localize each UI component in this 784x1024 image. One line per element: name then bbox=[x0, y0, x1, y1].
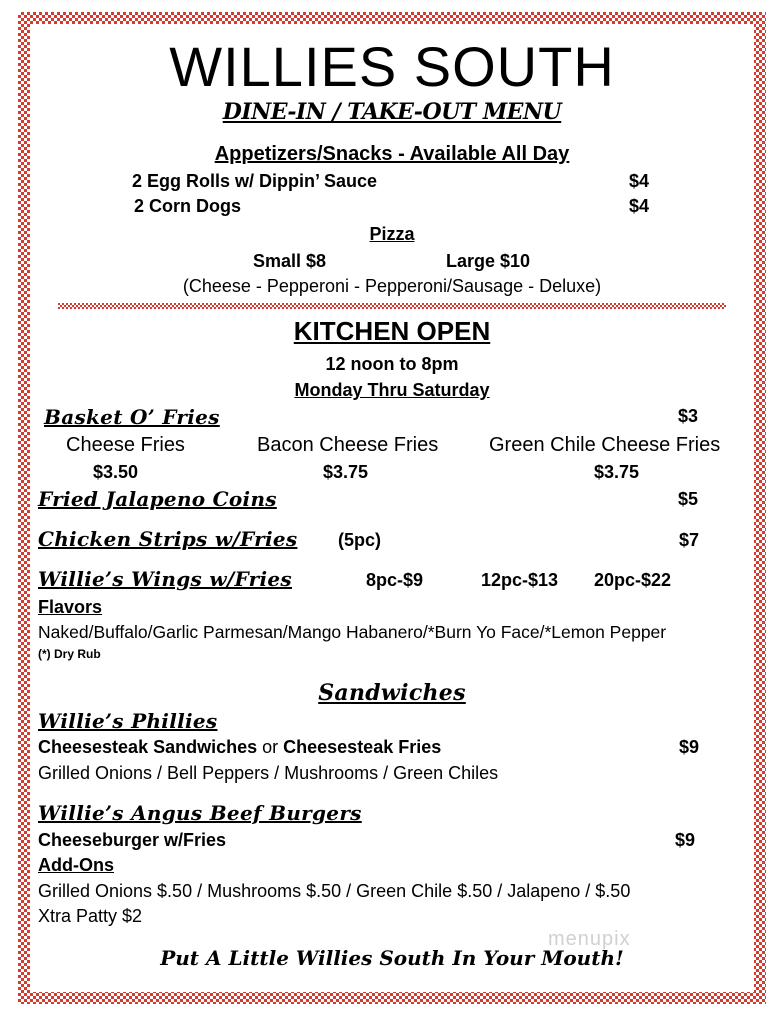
phillies-price: $9 bbox=[679, 737, 700, 757]
cheese-fries-name: Cheese Fries bbox=[66, 434, 185, 456]
wings-size-12: 12pc-$13 bbox=[481, 570, 559, 590]
jalapeno-price: $5 bbox=[678, 489, 699, 509]
corn-dogs-name: 2 Corn Dogs bbox=[134, 196, 242, 216]
addons-list: Grilled Onions $.50 / Mushrooms $.50 / Green Chile $.50 / Jalapeno / $.50 bbox=[38, 881, 631, 901]
restaurant-title: WILLIES SOUTH bbox=[169, 35, 615, 98]
fries-name: Basket O’ Fries bbox=[44, 405, 220, 429]
burgers-name: Willie’s Angus Beef Burgers bbox=[38, 801, 362, 825]
addons-label: Add-Ons bbox=[38, 855, 114, 875]
phillies-items bbox=[38, 737, 441, 758]
pizza-types: (Cheese - Pepperoni - Pepperoni/Sausage - Deluxe) bbox=[182, 276, 602, 296]
green-chile-fries-price: $3.75 bbox=[594, 462, 640, 482]
menu-subtitle: DINE-IN / TAKE-OUT MENU bbox=[222, 99, 562, 125]
phillies-item-b: Cheesesteak Fries bbox=[283, 737, 442, 757]
extra-patty: Xtra Patty $2 bbox=[38, 906, 143, 926]
wings-size-8: 8pc-$9 bbox=[366, 570, 424, 590]
kitchen-hours: 12 noon to 8pm bbox=[325, 354, 459, 374]
kitchen-heading: KITCHEN OPEN bbox=[293, 316, 491, 346]
wings-name: Willie’s Wings w/Fries bbox=[38, 567, 292, 591]
pizza-large: Large $10 bbox=[446, 251, 531, 271]
appetizers-heading: Appetizers/Snacks - Available All Day bbox=[214, 143, 570, 165]
flavors-label: Flavors bbox=[38, 597, 103, 617]
bacon-fries-name: Bacon Cheese Fries bbox=[257, 434, 439, 456]
corn-dogs-price: $4 bbox=[629, 196, 650, 216]
chicken-name: Chicken Strips w/Fries bbox=[38, 527, 298, 551]
cheeseburger-name: Cheeseburger w/Fries bbox=[38, 830, 227, 850]
jalapeno-name: Fried Jalapeno Coins bbox=[38, 487, 277, 511]
phillies-or: or bbox=[257, 737, 284, 757]
section-divider bbox=[58, 303, 726, 309]
chicken-price: $7 bbox=[679, 530, 700, 550]
chicken-note: (5pc) bbox=[338, 530, 382, 550]
menupix-watermark: menupix bbox=[548, 928, 631, 950]
pizza-small: Small $8 bbox=[253, 251, 327, 271]
green-chile-fries-name: Green Chile Cheese Fries bbox=[489, 434, 721, 456]
phillies-name: Willie’s Phillies bbox=[38, 709, 218, 733]
wings-size-20: 20pc-$22 bbox=[594, 570, 672, 590]
cheese-fries-price: $3.50 bbox=[93, 462, 139, 482]
phillies-toppings: Grilled Onions / Bell Peppers / Mushrooms / Green Chiles bbox=[38, 763, 499, 783]
footer-tagline: Put A Little Willies South In Your Mouth! bbox=[160, 946, 624, 970]
flavors-list: Naked/Buffalo/Garlic Parmesan/Mango Habanero/*Burn Yo Face/*Lemon Pepper bbox=[38, 622, 667, 642]
bacon-fries-price: $3.75 bbox=[323, 462, 369, 482]
fries-price: $3 bbox=[678, 406, 699, 426]
cheeseburger-price: $9 bbox=[675, 830, 696, 850]
kitchen-days: Monday Thru Saturday bbox=[294, 380, 490, 400]
dry-rub-note: (*) Dry Rub bbox=[38, 647, 101, 661]
egg-rolls-name: 2 Egg Rolls w/ Dippin’ Sauce bbox=[132, 171, 378, 191]
egg-rolls-price: $4 bbox=[629, 171, 650, 191]
phillies-item-a: Cheesesteak Sandwiches bbox=[38, 737, 258, 757]
sandwiches-heading: Sandwiches bbox=[318, 680, 466, 706]
pizza-heading: Pizza bbox=[369, 224, 415, 244]
